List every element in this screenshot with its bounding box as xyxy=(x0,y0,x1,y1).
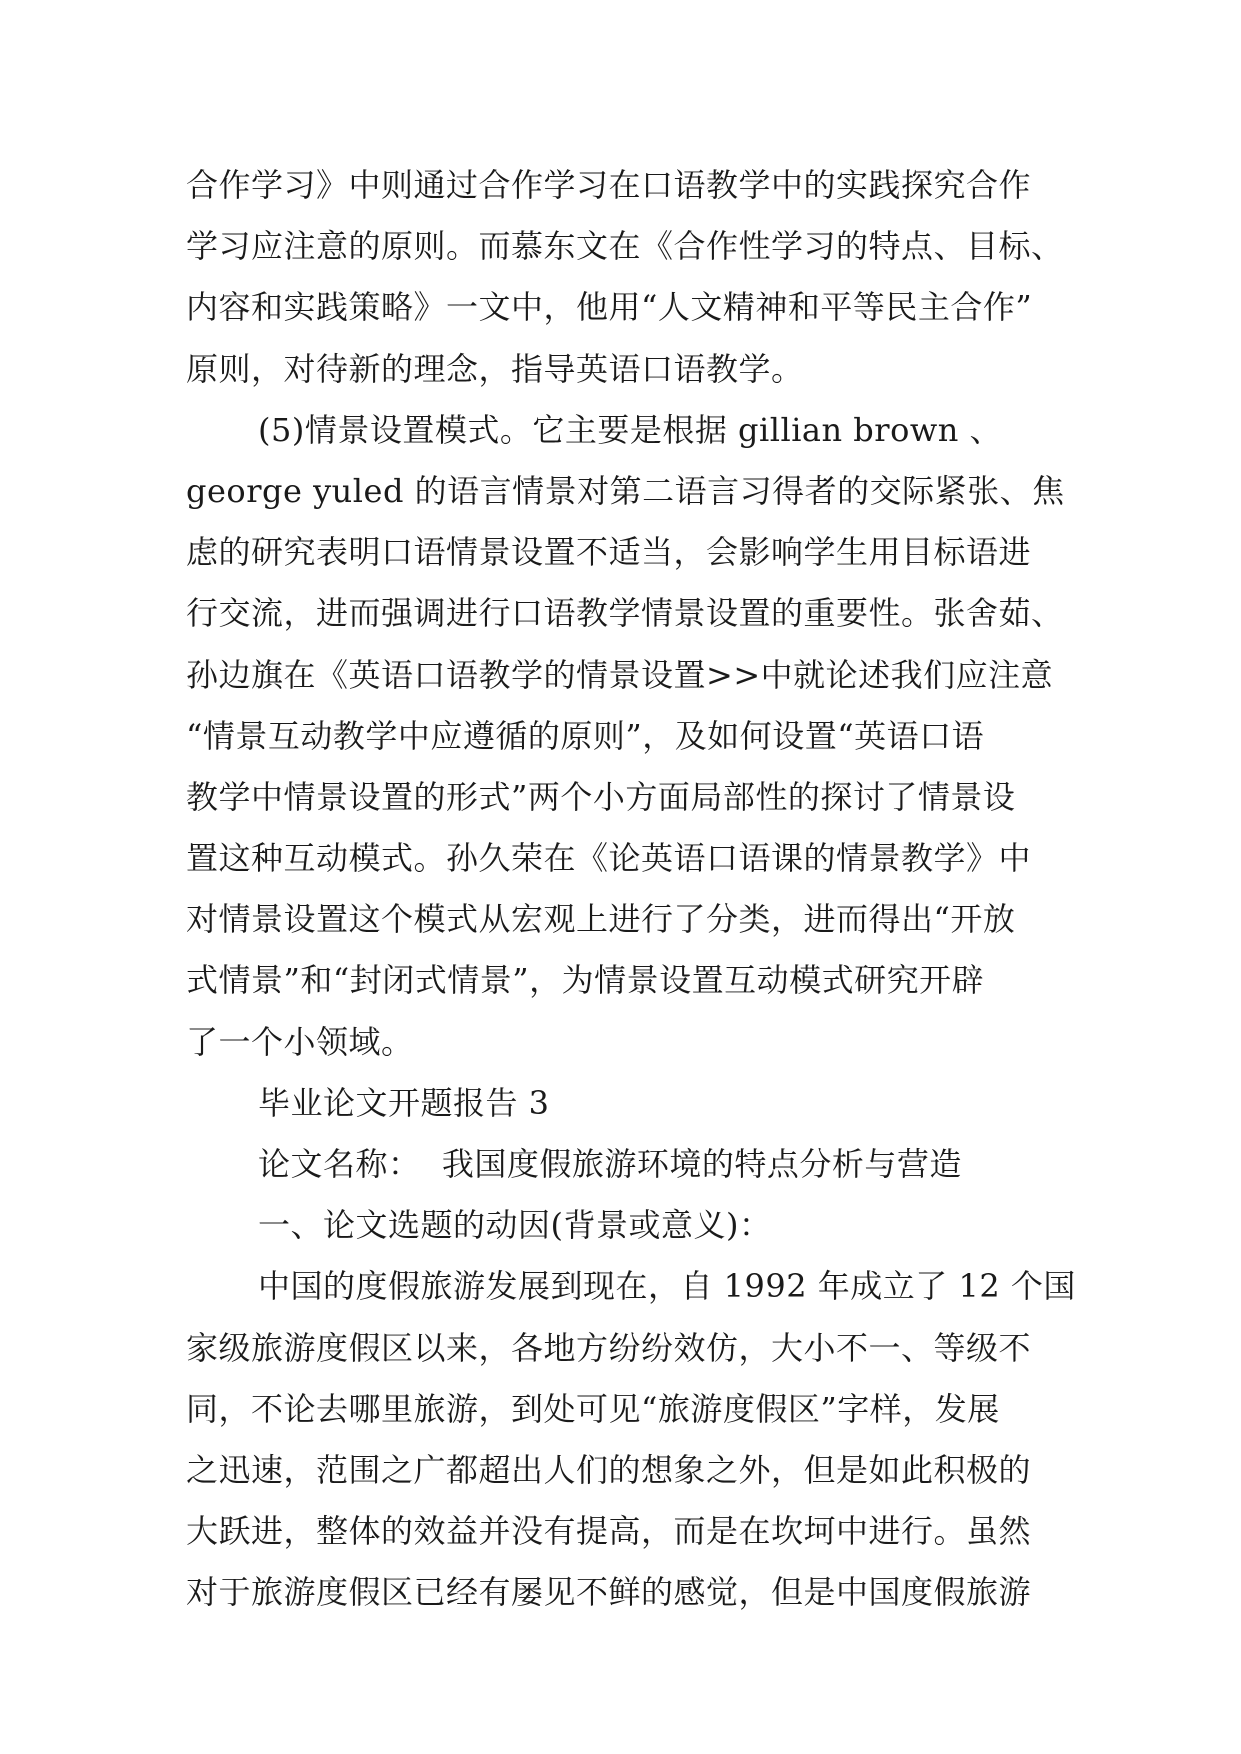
thesis-title-line: 论文名称： 我国度假旅游环境的特点分析与营造 xyxy=(258,1145,962,1183)
text-line: 内容和实践策略》一文中，他用“人文精神和平等民主合作” xyxy=(186,288,1033,327)
text-line: 了一个小领域。 xyxy=(186,1022,414,1061)
text-line: 孙边旗在《英语口语教学的情景设置>>中就论述我们应注意 xyxy=(186,655,1054,694)
section-heading: 毕业论文开题报告 3 xyxy=(258,1083,550,1122)
text-line: 之迅速，范围之广都超出人们的想象之外，但是如此积极的 xyxy=(186,1450,1032,1489)
subsection-heading: 一、论文选题的动因(背景或意义)： xyxy=(258,1206,772,1245)
text-line: 式情景”和“封闭式情景”，为情景设置互动模式研究开辟 xyxy=(186,961,985,1000)
text-line: 学习应注意的原则。而慕东文在《合作性学习的特点、目标、 xyxy=(186,227,1064,266)
text-line: 对情景设置这个模式从宏观上进行了分类，进而得出“开放 xyxy=(186,900,1016,939)
text-line: 置这种互动模式。孙久荣在《论英语口语课的情景教学》中 xyxy=(186,839,1032,878)
text-line: 同，不论去哪里旅游，到处可见“旅游度假区”字样，发展 xyxy=(186,1389,1000,1428)
text-line: 虑的研究表明口语情景设置不适当，会影响学生用目标语进 xyxy=(186,533,1032,572)
text-line: 教学中情景设置的形式”两个小方面局部性的探讨了情景设 xyxy=(186,777,1016,816)
text-line: 大跃进，整体的效益并没有提高，而是在坎坷中进行。虽然 xyxy=(186,1512,1032,1551)
text-line: 原则，对待新的理念，指导英语口语教学。 xyxy=(186,349,804,388)
text-line: george yuled 的语言情景对第二语言习得者的交际紧张、焦 xyxy=(186,471,1065,510)
paragraph-start-line: 中国的度假旅游发展到现在，自 1992 年成立了 12 个国 xyxy=(258,1267,1076,1306)
text-line: 家级旅游度假区以来，各地方纷纷效仿，大小不一、等级不 xyxy=(186,1328,1032,1367)
text-line: 合作学习》中则通过合作学习在口语教学中的实践探究合作 xyxy=(186,166,1032,204)
body-text xyxy=(186,155,1076,1624)
text-line: 对于旅游度假区已经有屡见不鲜的感觉，但是中国度假旅游 xyxy=(186,1573,1032,1612)
text-line: 行交流，进而强调进行口语教学情景设置的重要性。张舍茹、 xyxy=(186,594,1064,633)
text-line: “情景互动教学中应遵循的原则”，及如何设置“英语口语 xyxy=(186,716,985,755)
paragraph-start-line: (5)情景设置模式。它主要是根据 gillian brown 、 xyxy=(258,410,1003,449)
